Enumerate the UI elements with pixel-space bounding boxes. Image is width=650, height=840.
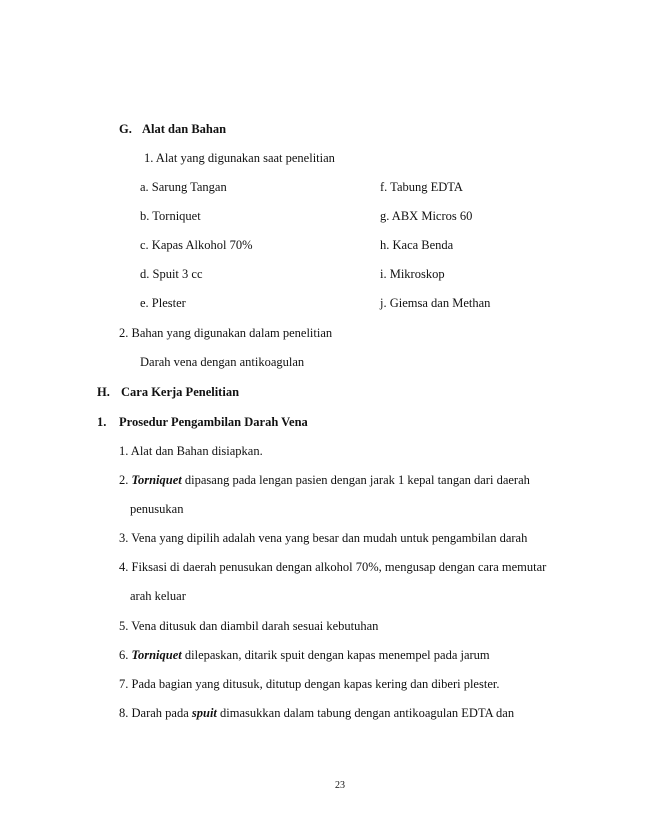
step-term-italic: Torniquet	[131, 473, 182, 487]
procedure-step: 7. Pada bagian yang ditusuk, ditutup dengan kapas kering dan diberi plester.	[119, 677, 500, 691]
procedure-step	[119, 649, 490, 662]
step-text: dipasang pada lengan pasien dengan jarak 1 kepal tangan dari daerah	[181, 473, 530, 487]
step-term-italic: spuit	[191, 706, 217, 720]
tool-item: h. Kaca Benda	[380, 238, 454, 252]
section-h-heading: Cara Kerja Penelitian	[121, 385, 240, 399]
tool-item: c. Kapas Alkohol 70%	[140, 238, 253, 252]
materials-subheading: 2. Bahan yang digunakan dalam penelitian	[119, 326, 333, 340]
material-item: Darah vena dengan antikoagulan	[140, 355, 305, 369]
procedure-step-continuation: arah keluar	[130, 589, 186, 603]
page-number: 23	[335, 780, 345, 791]
procedure-step: 1. Alat dan Bahan disiapkan.	[119, 444, 263, 458]
tool-item: j. Giemsa dan Methan	[380, 296, 491, 310]
procedure-step: 5. Vena ditusuk dan diambil darah sesuai kebutuhan	[119, 619, 379, 633]
procedure-step-continuation: penusukan	[130, 502, 184, 516]
tools-subheading: 1. Alat yang digunakan saat penelitian	[144, 151, 335, 165]
procedure-step: 3. Vena yang dipilih adalah vena yang besar dan mudah untuk pengambilan darah	[119, 531, 528, 545]
step-text: dimasukkan dalam tabung dengan antikoagulan EDTA dan	[216, 706, 515, 720]
tool-item: i. Mikroskop	[380, 267, 445, 281]
procedure-step	[119, 707, 514, 720]
procedure-step: 4. Fiksasi di daerah penusukan dengan alkohol 70%, mengusap dengan cara memutar	[119, 560, 547, 574]
step-text: 8. Darah pada	[119, 706, 192, 720]
tool-item: f. Tabung EDTA	[380, 180, 463, 194]
tool-item: b. Torniquet	[140, 209, 201, 223]
section-h-letter: H.	[97, 385, 110, 399]
step-number: 2.	[119, 473, 129, 487]
tool-item: d. Spuit 3 cc	[140, 267, 203, 281]
procedure-step	[119, 474, 530, 487]
tool-item: a. Sarung Tangan	[140, 180, 227, 194]
tool-item: e. Plester	[140, 296, 186, 310]
procedure-title: Prosedur Pengambilan Darah Vena	[119, 415, 308, 429]
section-g-letter: G.	[119, 122, 132, 136]
step-number: 6.	[119, 648, 129, 662]
procedure-number: 1.	[97, 415, 107, 429]
tool-item: g. ABX Micros 60	[380, 209, 473, 223]
step-term-italic: Torniquet	[131, 648, 182, 662]
section-g-heading: Alat dan Bahan	[142, 122, 227, 136]
step-text: dilepaskan, ditarik spuit dengan kapas menempel pada jarum	[181, 648, 490, 662]
